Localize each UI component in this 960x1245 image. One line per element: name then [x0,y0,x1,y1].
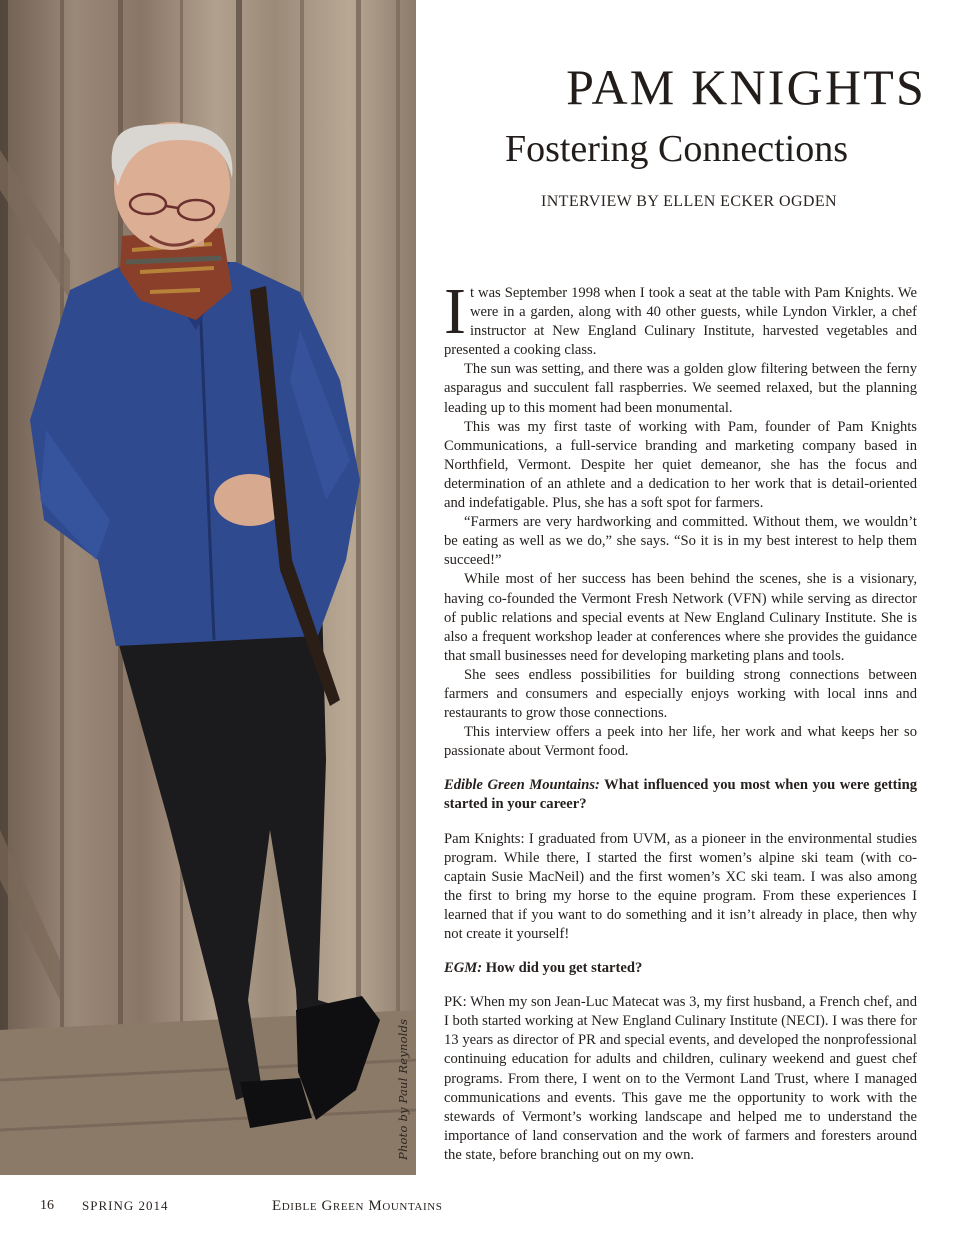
paragraph: The sun was setting, and there was a golden glow filtering between the ferny asparagus and succulent fall raspberries. We seemed relaxed, but the planning leading up to this moment had been monumental. [444,361,917,416]
page-number: 16 [40,1198,54,1213]
article-title: PAM KNIGHTS [566,59,926,115]
question-speaker: EGM: [444,960,483,977]
paragraph: She sees endless possibilities for building strong connections between farmers and consumers and especially enjoys working with local inns and restaurants to grow those connections. [444,666,917,722]
magazine-name: Edible Green Mountains [272,1198,443,1214]
portrait-illustration [0,0,416,1175]
cover-photo [0,0,416,1175]
article-subtitle: Fostering Connections [504,128,848,170]
interview-answer: PK: When my son Jean-Luc Matecat was 3, my first husband, a French chef, and I both started working at New England Culinary Institute (NECI). I was there for 13 years as director of PR and special events, and developed the nonprofessional continuing education for adults and children, culinary weekend and guest chef programs. From there, I went on to the Vermont Land Trust, where I managed communications and events. This gave me the opportunity to work with the stewards of Vermont’s working landscape and helped me to understand the importance of land conservation and the work of farmers and foresters around the state, before branching out on my own. [444,994,917,1163]
interview-question [444,776,917,814]
interview-answer: Pam Knights: I graduated from UVM, as a pioneer in the environmental studies program. While there, I started the first women’s alpine ski team (with co-captain Susie MacNeil) and the first women’s XC ski team. I was also among the first to bring my horse to the equine program. From these experiences I learned that if you want to do something and it isn’t already in place, then why not create it yourself! [444,830,917,942]
drop-cap: I [444,275,466,348]
paragraph: This interview offers a peek into her life, her work and what keeps her so passionate about Vermont food. [444,724,917,760]
question-speaker: Edible Green Mountains: [444,777,600,794]
photo-credit: Photo by Paul Reynolds [396,1018,410,1160]
interview-question [444,959,917,978]
paragraph [444,275,917,360]
paragraph: “Farmers are very hardworking and committed. Without them, we wouldn’t be eating as well as we do,” she says. “So it is in my best interest to help them succeed!” [444,514,917,569]
issue-season: SPRING 2014 [82,1198,169,1213]
paragraph: This was my first taste of working with Pam, founder of Pam Knights Communications, a full-service branding and marketing company based in Northfield, Vermont. Despite her quiet demeanor, she has the focus and determination of an athlete and a dedication to her work that is detail-oriented and indefatigable. Plus, she has a soft spot for farmers. [444,418,917,512]
paragraph: While most of her success has been behind the scenes, she is a visionary, having co-founded the Vermont Fresh Network (VFN) while serving as director of public relations and special events at New England Culinary Institute. She is also a frequent workshop leader at conferences where she provides the guidance that small businesses need for developing marketing plans and tools. [444,571,917,664]
question-text: What influenced you most when you were getting started in your career? [444,777,917,813]
article-byline: INTERVIEW BY ELLEN ECKER OGDEN [540,193,837,210]
paragraph-text: t was September 1998 when I took a seat at the table with Pam Knights. We were in a garden, along with 40 other guests, while Lyndon Virkler, a chef instructor at New England Culinary Institute, harvested vegetables and presented a cooking class. [444,285,917,359]
question-text: How did you get started? [482,960,643,977]
article-body [444,275,917,1165]
